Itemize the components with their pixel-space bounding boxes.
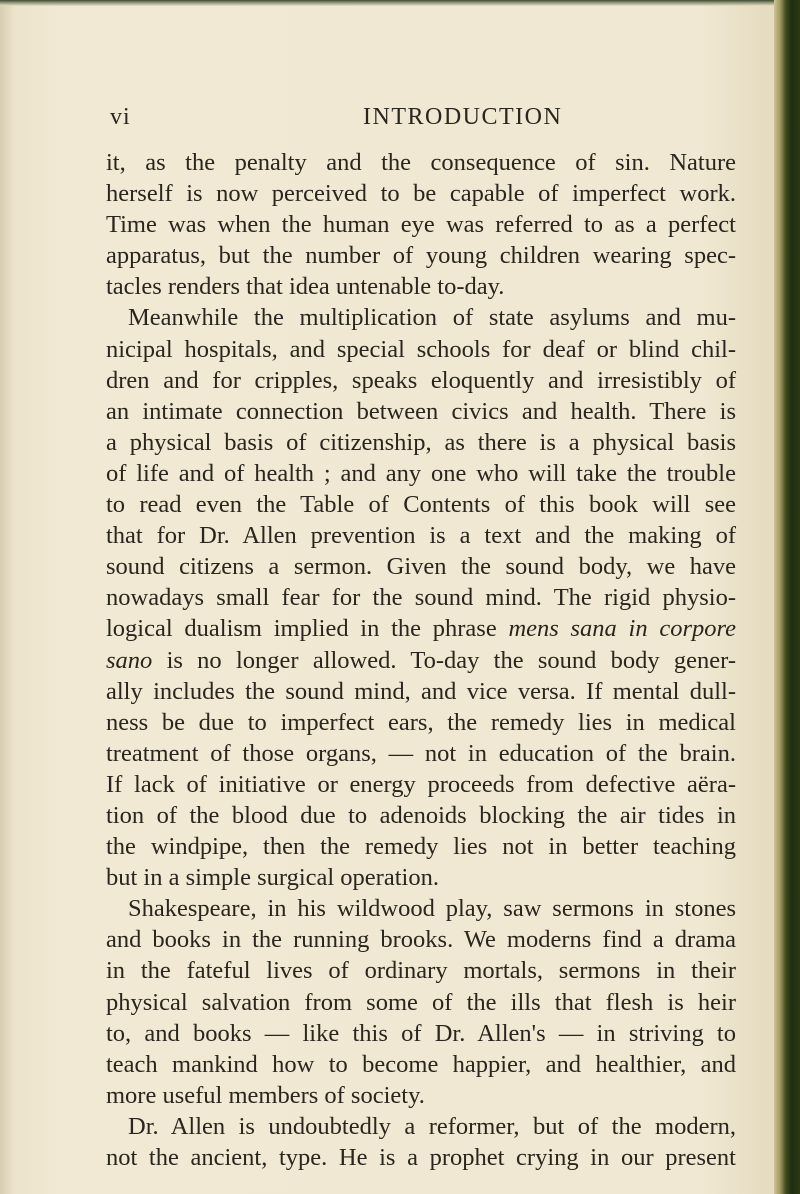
text-line: it, as the penalty and the consequence of sin. Nature	[106, 149, 736, 176]
text-line: to read even the Table of Contents of this book will see	[106, 491, 736, 519]
text-line: Time was when the human eye was referred to as a perfect	[106, 211, 736, 239]
text-line: sound citizens a sermon. Given the sound body, we have	[106, 553, 736, 581]
text-line: more useful members of society.	[106, 1081, 425, 1109]
text-line: tion of the blood due to adenoids blocking the air tides in	[106, 801, 736, 829]
text-run: logical dualism implied in the phrase	[106, 615, 509, 643]
text-line: but in a simple surgical operation.	[106, 864, 439, 892]
body-text	[106, 147, 736, 1173]
paragraph-start-line: Meanwhile the multiplication of state asylums and mu-	[128, 304, 736, 332]
text-line: ally includes the sound mind, and vice versa. If mental dull-	[106, 677, 736, 705]
text-line: dren and for cripples, speaks eloquently and irresistibly of	[106, 366, 736, 394]
latin-phrase: sano	[106, 646, 153, 674]
text-line: a physical basis of citizenship, as there is a physical basis	[106, 428, 736, 456]
latin-phrase: mens sana in corpore	[508, 615, 736, 643]
text-line: nowadays small fear for the sound mind. The rigid physio-	[106, 584, 736, 612]
text-line: of life and of health ; and any one who will take the trouble	[106, 459, 736, 487]
text-line: and books in the running brooks. We moderns find a drama	[106, 926, 736, 954]
page-top-edge	[0, 0, 800, 6]
text-line: to, and books — like this of Dr. Allen's — in striving to	[106, 1019, 736, 1047]
text-line: in the fateful lives of ordinary mortals, sermons in their	[106, 957, 736, 985]
text-line: nicipal hospitals, and special schools for deaf or blind chil-	[106, 335, 736, 363]
text-line: teach mankind how to become happier, and healthier, and	[106, 1050, 736, 1078]
page-right-edge-shadow	[774, 0, 800, 1194]
page-number: vi	[110, 104, 131, 130]
text-line: not the ancient, type. He is a prophet crying in our present	[106, 1144, 736, 1171]
text-line: treatment of those organs, — not in education of the brain.	[106, 739, 736, 767]
text-line-with-italic	[106, 613, 736, 644]
paragraph-start-line: Dr. Allen is undoubtedly a reformer, but of the modern,	[128, 1112, 736, 1140]
running-head-title: INTRODUCTION	[363, 104, 563, 130]
text-line: If lack of initiative or energy proceeds from defective aëra-	[106, 770, 736, 798]
text-line: physical salvation from some of the ills that flesh is heir	[106, 988, 736, 1016]
paragraph-start-line: Shakespeare, in his wildwood play, saw sermons in stones	[128, 895, 736, 923]
text-line-with-italic	[106, 645, 736, 676]
text-line: apparatus, but the number of young children wearing spec-	[106, 242, 736, 270]
text-line: ness be due to imperfect ears, the remedy lies in medical	[106, 708, 736, 736]
text-line: herself is now perceived to be capable of imperfect work.	[106, 180, 736, 208]
text-line: an intimate connection between civics and health. There is	[106, 397, 736, 425]
text-line: that for Dr. Allen prevention is a text and the making of	[106, 522, 736, 550]
running-head	[110, 104, 710, 136]
text-run: is no longer allowed. To-day the sound body gener-	[152, 646, 736, 674]
text-line: tacles renders that idea untenable to-day.	[106, 273, 505, 301]
text-line: the windpipe, then the remedy lies not in better teaching	[106, 833, 736, 861]
